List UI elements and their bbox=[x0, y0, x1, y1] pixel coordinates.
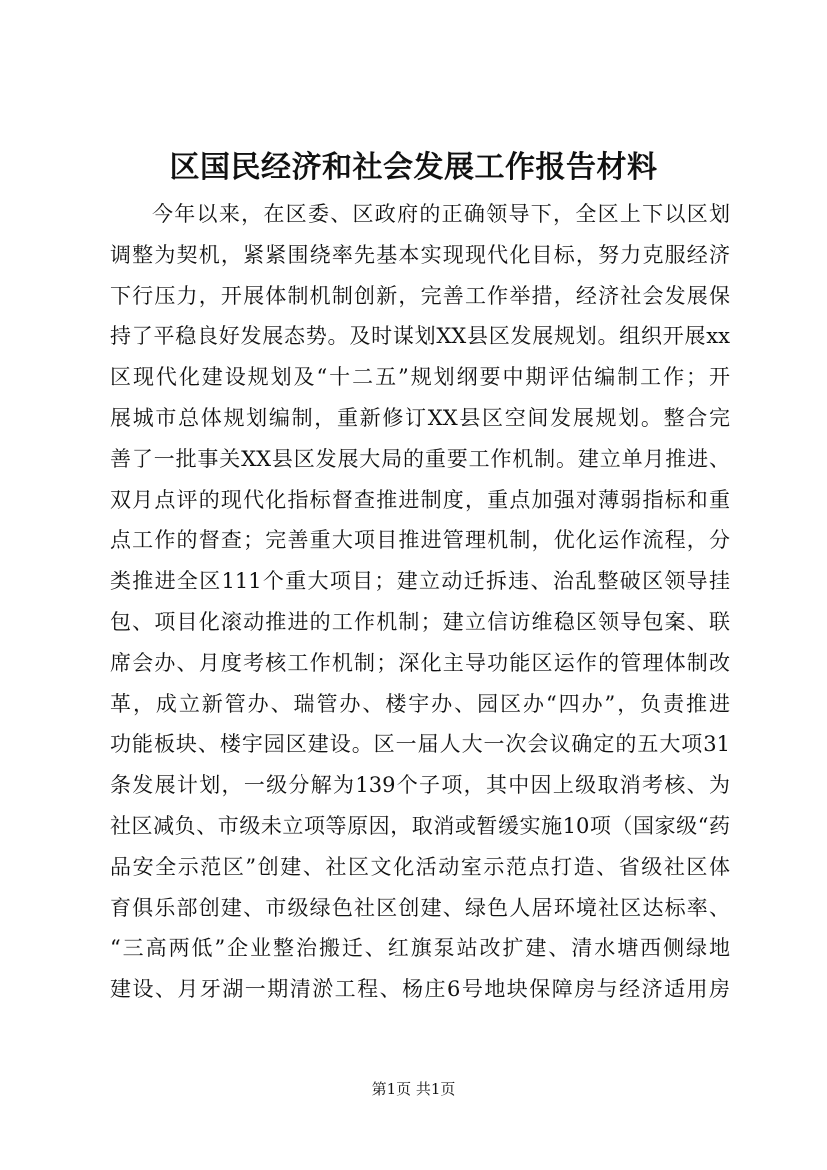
paragraph-line: 下行压力，开展体制机制创新，完善工作举措，经济社会发展保 bbox=[110, 283, 730, 308]
document-body bbox=[110, 194, 730, 1010]
page-footer: 第1页 共1页 bbox=[371, 1080, 456, 1098]
paragraph-line: 持了平稳良好发展态势。及时谋划XX县区发展规划。组织开展xx bbox=[110, 324, 730, 349]
paragraph-line: 功能板块、楼宇园区建设。区一届人大一次会议确定的五大项31 bbox=[110, 732, 730, 757]
paragraph-line: “三高两低”企业整治搬迁、红旗泵站改扩建、清水塘西侧绿地 bbox=[110, 936, 730, 961]
paragraph-line: 今年以来，在区委、区政府的正确领导下，全区上下以区划 bbox=[152, 202, 730, 226]
paragraph-line: 善了一批事关XX县区发展大局的重要工作机制。建立单月推进、 bbox=[110, 446, 730, 471]
paragraph-line: 类推进全区111个重大项目；建立动迁拆违、治乱整破区领导挂 bbox=[110, 569, 730, 594]
paragraph-line: 调整为契机，紧紧围绕率先基本实现现代化目标，努力克服经济 bbox=[110, 242, 730, 267]
paragraph-line: 建设、月牙湖一期清淤工程、杨庄6号地块保障房与经济适用房 bbox=[110, 977, 730, 1002]
paragraph-line: 育俱乐部创建、市级绿色社区创建、绿色人居环境社区达标率、 bbox=[110, 895, 730, 920]
paragraph-line: 条发展计划，一级分解为139个子项，其中因上级取消考核、为 bbox=[110, 773, 730, 798]
document-title: 区国民经济和社会发展工作报告材料 bbox=[169, 150, 658, 185]
paragraph-line: 品安全示范区”创建、社区文化活动室示范点打造、省级社区体 bbox=[110, 854, 730, 879]
paragraph-line: 区现代化建设规划及“十二五”规划纲要中期评估编制工作；开 bbox=[110, 365, 730, 390]
paragraph-line: 点工作的督查；完善重大项目推进管理机制，优化运作流程，分 bbox=[110, 528, 730, 553]
paragraph-line: 革，成立新管办、瑞管办、楼宇办、园区办“四办”，负责推进 bbox=[110, 691, 730, 716]
paragraph-line: 包、项目化滚动推进的工作机制；建立信访维稳区领导包案、联 bbox=[110, 609, 730, 634]
paragraph-line: 席会办、月度考核工作机制；深化主导功能区运作的管理体制改 bbox=[110, 650, 730, 675]
paragraph-line: 展城市总体规划编制，重新修订XX县区空间发展规划。整合完 bbox=[110, 405, 730, 430]
paragraph-line: 社区减负、市级未立项等原因，取消或暂缓实施10项（国家级“药 bbox=[110, 813, 730, 838]
paragraph-line: 双月点评的现代化指标督查推进制度，重点加强对薄弱指标和重 bbox=[110, 487, 730, 512]
